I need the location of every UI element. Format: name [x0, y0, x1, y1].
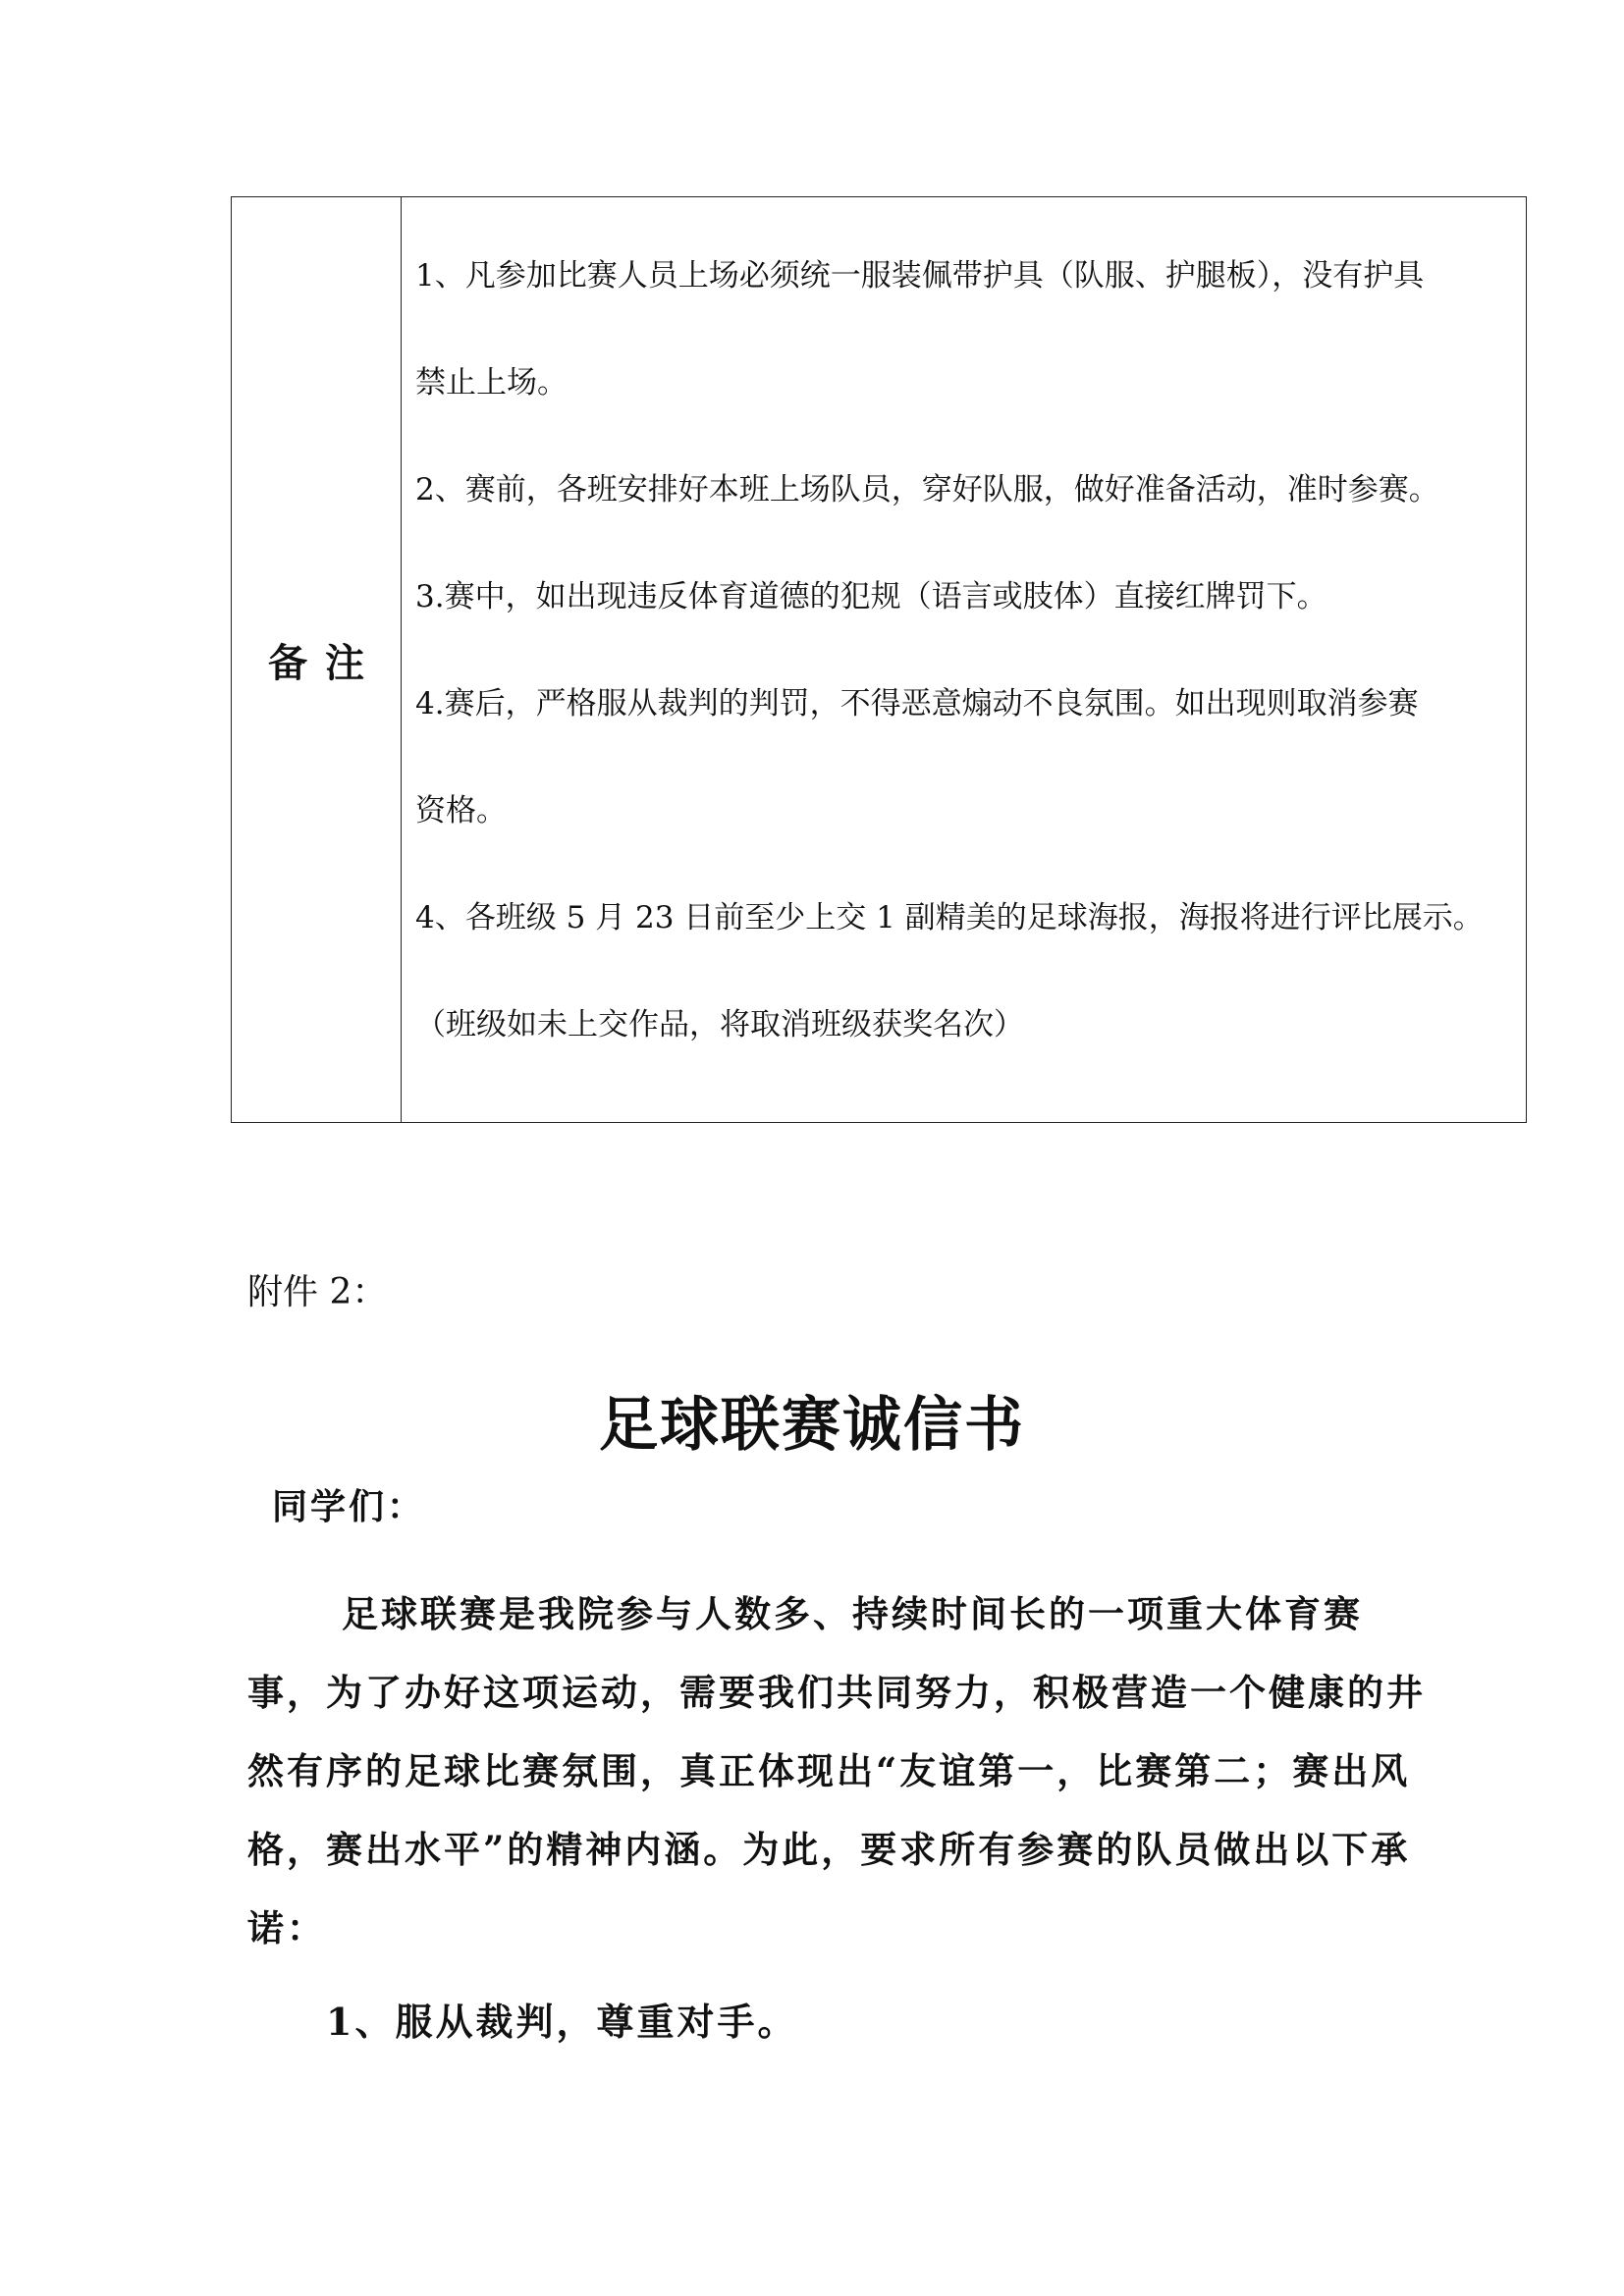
salutation: 同学们：	[272, 1486, 426, 1527]
remarks-line: 禁止上场。	[415, 365, 568, 400]
remarks-table	[231, 196, 1527, 1123]
paragraph-line: 诺：	[247, 1906, 326, 1949]
paragraph-line: 足球联赛是我院参与人数多、持续时间长的一项重大体育赛	[342, 1592, 1363, 1635]
letter-body	[247, 1482, 1426, 2061]
remarks-line: 4.赛后，严格服从裁判的判罚，不得恶意煽动不良氛围。如出现则取消参赛	[415, 686, 1419, 721]
remarks-line: 3.赛中，如出现违反体育道德的犯规（语言或肢体）直接红牌罚下。	[415, 579, 1327, 614]
attachment-label: 附件 2：	[247, 1272, 388, 1312]
remarks-label: 备注	[232, 197, 402, 1123]
remarks-content	[402, 197, 1527, 1123]
paragraph-line: 格，赛出水平”的精神内涵。为此，要求所有参赛的队员做出以下承	[247, 1828, 1411, 1871]
remarks-line: 4、各班级 5 月 23 日前至少上交 1 副精美的足球海报，海报将进行评比展示。	[415, 900, 1484, 935]
paragraph-line: 然有序的足球比赛氛围，真正体现出“友谊第一，比赛第二；赛出风	[247, 1749, 1411, 1792]
document-title: 足球联赛诚信书	[599, 1391, 1025, 1460]
remarks-line: 2、赛前，各班安排好本班上场队员，穿好队服，做好准备活动，准时参赛。	[415, 472, 1439, 507]
remarks-line: （班级如未上交作品，将取消班级获奖名次）	[415, 1007, 1024, 1042]
remarks-line: 资格。	[415, 793, 507, 828]
remarks-line: 1、凡参加比赛人员上场必须统一服装佩带护具（队服、护腿板），没有护具	[415, 258, 1425, 294]
paragraph-line: 事，为了办好这项运动，需要我们共同努力，积极营造一个健康的井	[247, 1671, 1426, 1714]
pledge-item: 1、服从裁判，尊重对手。	[326, 2000, 798, 2044]
